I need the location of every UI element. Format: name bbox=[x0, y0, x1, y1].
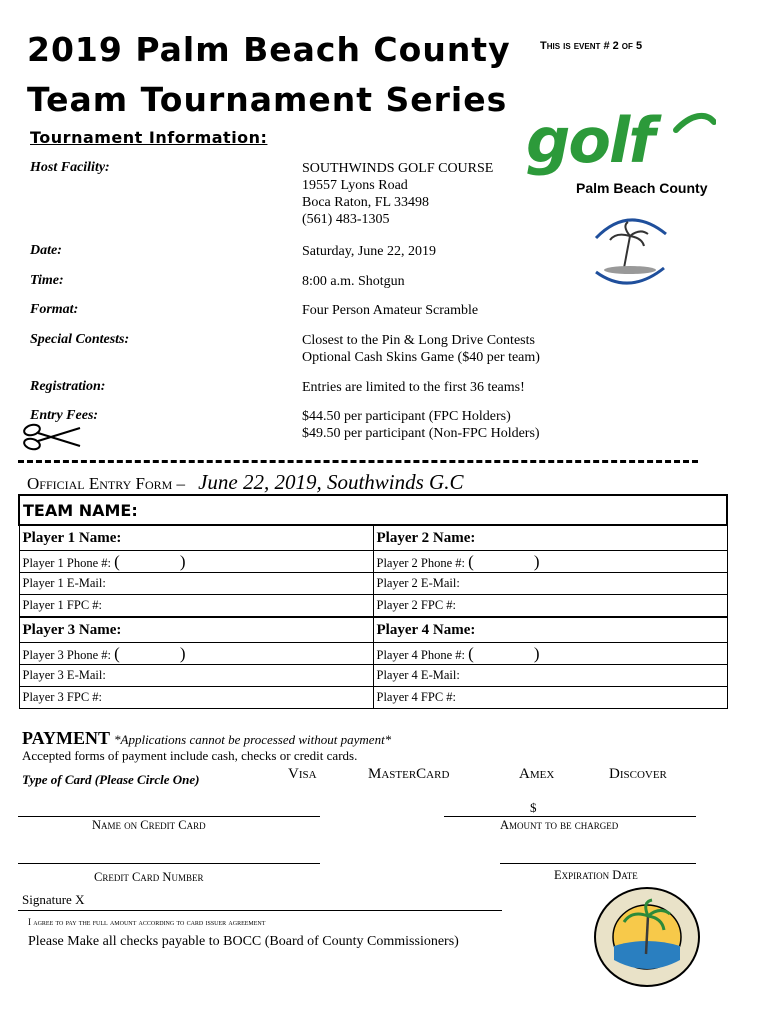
card-option-amex[interactable]: Amex bbox=[519, 766, 555, 782]
player-4-fpc-label: Player 4 FPC #: bbox=[376, 690, 457, 704]
player-3-name-label: Player 3 Name: bbox=[22, 621, 122, 638]
agreement-text: I agree to pay the full amount according to card issuer agreement bbox=[28, 917, 266, 927]
entry-form-title bbox=[27, 470, 463, 495]
player-2-fpc-field[interactable] bbox=[373, 595, 727, 618]
player-1-fpc-label: Player 1 FPC #: bbox=[22, 598, 103, 612]
contests-line-2: Optional Cash Skins Game ($40 per team) bbox=[302, 350, 540, 365]
format-value: Four Person Amateur Scramble bbox=[302, 303, 479, 318]
date-label: Date: bbox=[30, 243, 62, 258]
card-number-line[interactable] bbox=[18, 863, 320, 864]
entry-form-event: June 22, 2019, Southwinds G.C bbox=[198, 470, 464, 494]
golf-logo-text: golf bbox=[526, 104, 654, 177]
payment-heading bbox=[22, 728, 391, 749]
player-3-fpc-field[interactable] bbox=[19, 687, 373, 709]
team-name-field[interactable] bbox=[19, 495, 727, 525]
player-2-email-field[interactable] bbox=[373, 573, 727, 595]
paren-close: ) bbox=[533, 551, 540, 571]
paren-open: ( bbox=[468, 551, 474, 571]
cut-line bbox=[18, 460, 698, 463]
registration-label: Registration: bbox=[30, 379, 106, 394]
name-on-card-line[interactable] bbox=[18, 816, 320, 817]
card-option-visa[interactable]: Visa bbox=[288, 766, 317, 782]
entry-fees-label: Entry Fees: bbox=[30, 408, 99, 423]
player-1-name-label: Player 1 Name: bbox=[22, 529, 122, 546]
player-1-email-field[interactable] bbox=[19, 573, 373, 595]
player-2-email-label: Player 2 E-Mail: bbox=[376, 576, 460, 590]
accepted-payments: Accepted forms of payment include cash, checks or credit cards. bbox=[22, 748, 358, 763]
paren-close: ) bbox=[179, 551, 186, 571]
player-2-phone-field[interactable] bbox=[373, 551, 727, 573]
time-label: Time: bbox=[30, 273, 64, 288]
player-2-fpc-label: Player 2 FPC #: bbox=[376, 598, 457, 612]
title-line-2: Team Tournament Series bbox=[27, 80, 508, 119]
tournament-info-heading: Tournament Information: bbox=[30, 128, 268, 147]
host-phone: (561) 483-1305 bbox=[302, 212, 390, 227]
host-name: SOUTHWINDS GOLF COURSE bbox=[302, 161, 494, 176]
amount-line[interactable] bbox=[444, 816, 696, 817]
host-address-1: 19557 Lyons Road bbox=[302, 178, 408, 193]
signature-line[interactable] bbox=[18, 910, 502, 911]
golf-pbc-logo bbox=[526, 104, 716, 202]
format-label: Format: bbox=[30, 302, 79, 317]
player-3-email-label: Player 3 E-Mail: bbox=[22, 668, 106, 682]
player-2-name-field[interactable] bbox=[373, 525, 727, 551]
event-number: This is event # 2 of 5 bbox=[540, 40, 643, 52]
time-value: 8:00 a.m. Shotgun bbox=[302, 274, 405, 289]
player-1-phone-field[interactable] bbox=[19, 551, 373, 573]
player-3-fpc-label: Player 3 FPC #: bbox=[22, 690, 103, 704]
special-contests-value bbox=[302, 332, 540, 366]
player-4-name-label: Player 4 Name: bbox=[376, 621, 476, 638]
card-option-discover[interactable]: Discover bbox=[609, 766, 667, 782]
payment-title: PAYMENT bbox=[22, 728, 111, 748]
player-3-phone-label: Player 3 Phone #: bbox=[22, 647, 112, 662]
special-contests-label: Special Contests: bbox=[30, 332, 130, 347]
card-number-label: Credit Card Number bbox=[94, 870, 204, 884]
card-option-mastercard[interactable]: MasterCard bbox=[368, 766, 450, 782]
paren-open: ( bbox=[114, 551, 120, 571]
player-1-email-label: Player 1 E-Mail: bbox=[22, 576, 106, 590]
palm-beach-county-seal-icon bbox=[592, 886, 702, 988]
scissors-icon bbox=[20, 420, 82, 454]
signature-label: Signature X bbox=[22, 892, 85, 907]
entry-fees-value bbox=[302, 408, 540, 442]
player-4-fpc-field[interactable] bbox=[373, 687, 727, 709]
player-3-phone-field[interactable] bbox=[19, 643, 373, 665]
host-address-2: Boca Raton, FL 33498 bbox=[302, 195, 430, 210]
player-2-name-label: Player 2 Name: bbox=[376, 529, 476, 546]
team-name-label: TEAM NAME: bbox=[23, 500, 138, 520]
payment-note: *Applications cannot be processed without payment* bbox=[114, 732, 392, 747]
paren-close: ) bbox=[533, 643, 540, 663]
expiration-label: Expiration Date bbox=[554, 868, 638, 882]
player-1-phone-label: Player 1 Phone #: bbox=[22, 555, 112, 570]
expiration-line[interactable] bbox=[500, 863, 696, 864]
paren-open: ( bbox=[468, 643, 474, 663]
name-on-card-label: Name on Credit Card bbox=[92, 818, 206, 832]
player-3-email-field[interactable] bbox=[19, 665, 373, 687]
card-type-label: Type of Card (Please Circle One) bbox=[22, 772, 200, 787]
date-value: Saturday, June 22, 2019 bbox=[302, 244, 437, 259]
fees-line-2: $49.50 per participant (Non-FPC Holders) bbox=[302, 426, 540, 441]
paren-close: ) bbox=[179, 643, 186, 663]
player-4-email-label: Player 4 E-Mail: bbox=[376, 668, 460, 682]
entry-form-table bbox=[18, 494, 728, 709]
dollar-sign: $ bbox=[530, 800, 537, 815]
player-2-phone-label: Player 2 Phone #: bbox=[376, 555, 466, 570]
golf-logo-region: Palm Beach County bbox=[576, 180, 708, 196]
player-4-name-field[interactable] bbox=[373, 617, 727, 643]
player-1-name-field[interactable] bbox=[19, 525, 373, 551]
checks-payable-note: Please Make all checks payable to BOCC (Board of County Commissioners) bbox=[28, 934, 459, 949]
player-3-name-field[interactable] bbox=[19, 617, 373, 643]
paren-open: ( bbox=[114, 643, 120, 663]
entry-form-label: Official Entry Form – bbox=[27, 474, 186, 493]
player-4-phone-field[interactable] bbox=[373, 643, 727, 665]
host-facility-value bbox=[302, 160, 493, 228]
host-facility-label: Host Facility: bbox=[30, 160, 110, 175]
player-1-fpc-field[interactable] bbox=[19, 595, 373, 618]
fees-line-1: $44.50 per participant (FPC Holders) bbox=[302, 409, 511, 424]
contests-line-1: Closest to the Pin & Long Drive Contests bbox=[302, 333, 535, 348]
southwinds-golf-course-logo-icon bbox=[584, 208, 676, 292]
registration-value: Entries are limited to the first 36 teams! bbox=[302, 380, 525, 395]
title-line-1: 2019 Palm Beach County bbox=[27, 30, 511, 69]
player-4-phone-label: Player 4 Phone #: bbox=[376, 647, 466, 662]
player-4-email-field[interactable] bbox=[373, 665, 727, 687]
amount-label: Amount to be charged bbox=[500, 818, 619, 832]
